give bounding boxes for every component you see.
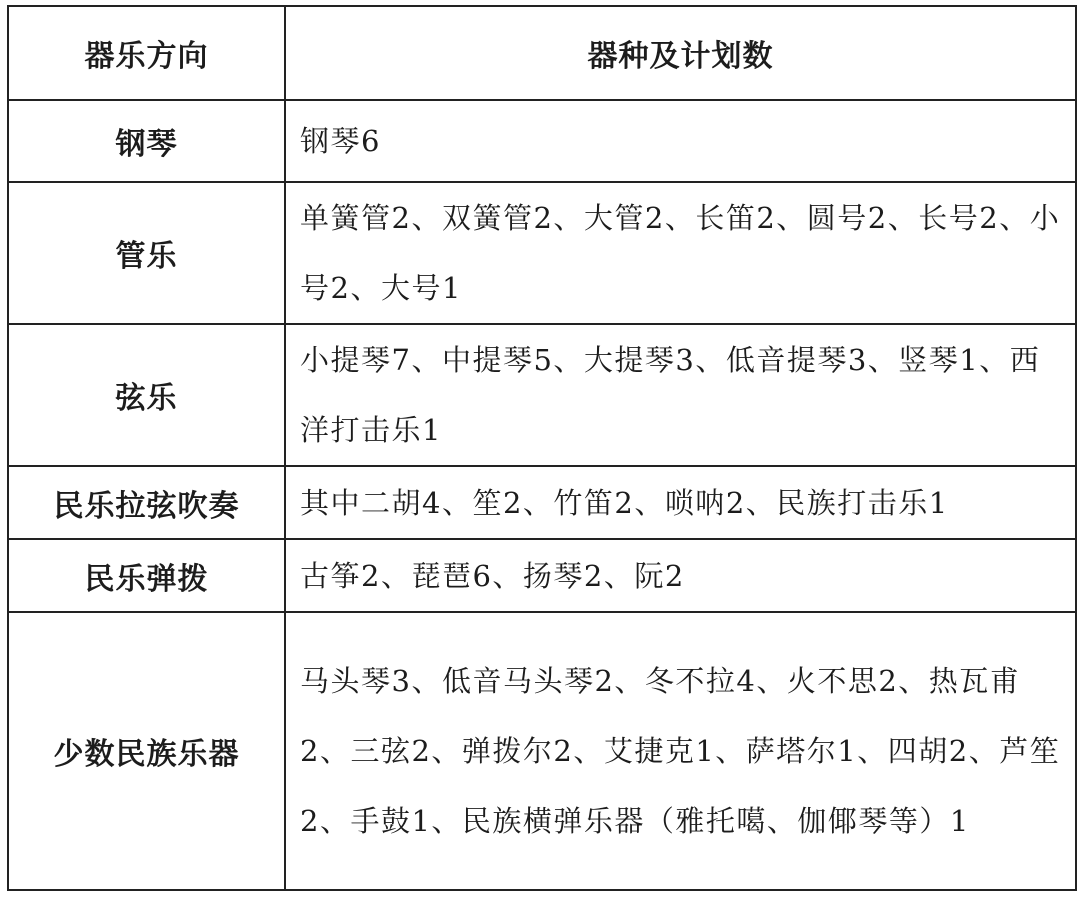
instruments-cell: 小提琴7、中提琴5、大提琴3、低音提琴3、竖琴1、西洋打击乐1	[285, 324, 1076, 466]
instrument-plan-table	[7, 5, 1077, 891]
table-row	[8, 324, 1076, 466]
instruments-cell: 古筝2、琵琶6、扬琴2、阮2	[285, 539, 1076, 612]
table-row	[8, 182, 1076, 324]
instruments-cell: 马头琴3、低音马头琴2、冬不拉4、火不思2、热瓦甫2、三弦2、弹拨尔2、艾捷克1、萨塔尔1、四胡2、芦笙2、手鼓1、民族横弹乐器（雅托噶、伽倻琴等）1	[285, 612, 1076, 890]
table-row	[8, 539, 1076, 612]
table-row	[8, 612, 1076, 890]
table-row	[8, 100, 1076, 182]
instruments-cell: 钢琴6	[285, 100, 1076, 182]
category-cell: 弦乐	[8, 324, 285, 466]
table-row	[8, 466, 1076, 539]
category-cell: 钢琴	[8, 100, 285, 182]
header-category: 器乐方向	[8, 6, 285, 100]
table-header-row	[8, 6, 1076, 100]
category-cell: 民乐拉弦吹奏	[8, 466, 285, 539]
category-cell: 民乐弹拨	[8, 539, 285, 612]
category-cell: 管乐	[8, 182, 285, 324]
header-instruments: 器种及计划数	[285, 6, 1076, 100]
instruments-cell: 其中二胡4、笙2、竹笛2、唢呐2、民族打击乐1	[285, 466, 1076, 539]
instruments-cell: 单簧管2、双簧管2、大管2、长笛2、圆号2、长号2、小号2、大号1	[285, 182, 1076, 324]
category-cell: 少数民族乐器	[8, 612, 285, 890]
